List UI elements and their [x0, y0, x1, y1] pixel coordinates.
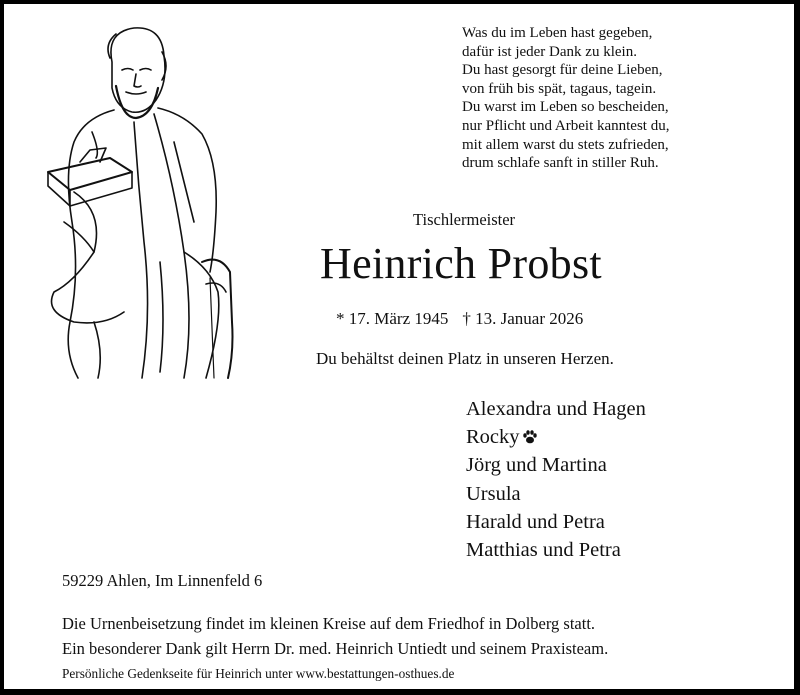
poem-line: Du warst im Leben so bescheiden, — [462, 99, 669, 116]
poem-line: drum schlafe sanft in stiller Ruh. — [462, 155, 659, 172]
mourner: Alexandra und Hagen — [466, 398, 646, 420]
mourners-list — [466, 395, 646, 564]
birth-date: * 17. März 1945 — [336, 309, 449, 328]
memorial-page-note: Persönliche Gedenkseite für Heinrich unter www.bestattungen-osthues.de — [62, 666, 455, 681]
poem-line: Was du im Leben hast gegeben, — [462, 25, 653, 41]
mourner: Ursula — [466, 482, 521, 505]
poem-line: von früh bis spät, tagaus, tagein. — [462, 80, 657, 97]
mourner: Jörg und Martina — [466, 454, 607, 477]
thanks-note: Ein besonderer Dank gilt Herrn Dr. med. Heinrich Untiedt und seinem Praxisteam. — [62, 639, 609, 658]
death-date: † 13. Januar 2026 — [462, 309, 584, 328]
mourner: Matthias und Petra — [466, 539, 621, 562]
saint-joseph-illustration — [34, 22, 244, 384]
poem-line: mit allem warst du stets zufrieden, — [462, 136, 669, 153]
poem-line: Du hast gesorgt für deine Lieben, — [462, 62, 663, 79]
poem-line: dafür ist jeder Dank zu klein. — [462, 43, 637, 60]
motto: Du behältst deinen Platz in unseren Herzen. — [316, 349, 614, 368]
life-dates — [336, 309, 597, 329]
poem — [462, 24, 669, 173]
mourner: Harald und Petra — [466, 510, 605, 533]
burial-note: Die Urnenbeisetzung findet im kleinen Kreise auf dem Friedhof in Dolberg statt. — [62, 614, 596, 633]
address: 59229 Ahlen, Im Linnenfeld 6 — [62, 571, 263, 590]
poem-line: nur Pflicht und Arbeit kanntest du, — [462, 117, 670, 134]
deceased-name: Heinrich Probst — [320, 239, 602, 288]
mourner-name: Rocky — [466, 426, 520, 449]
paw-icon — [522, 429, 538, 445]
mourner — [466, 423, 646, 451]
occupation-title: Tischlermeister — [413, 210, 516, 229]
